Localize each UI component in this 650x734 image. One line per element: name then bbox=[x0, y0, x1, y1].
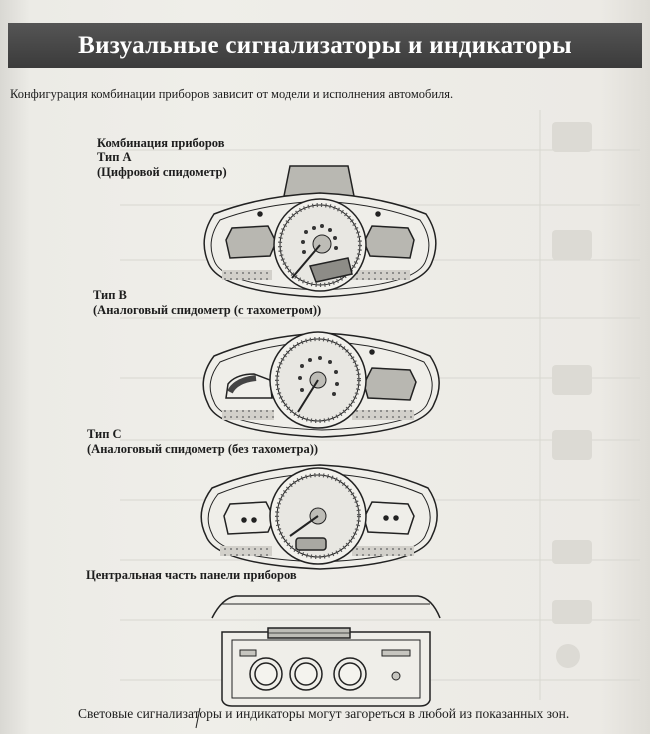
section-title: Визуальные сигнализаторы и индикаторы bbox=[78, 31, 572, 59]
type-c-description: (Аналоговый спидометр (без тахометра)) bbox=[87, 442, 319, 456]
active-driving-display bbox=[284, 166, 354, 196]
type-c-cluster bbox=[201, 465, 437, 569]
type-a-cluster bbox=[204, 166, 436, 297]
type-c-title: Тип С bbox=[87, 427, 122, 441]
type-a-description: (Цифровой спидометр) bbox=[97, 165, 227, 179]
type-b-title: Тип В bbox=[93, 288, 127, 302]
center-panel-heading: Центральная часть панели приборов bbox=[86, 568, 297, 582]
type-b-description: (Аналоговый спидометр (с тахометром)) bbox=[93, 303, 322, 317]
cluster-heading: Комбинация приборов bbox=[97, 136, 225, 150]
type-a-title: Тип А bbox=[97, 150, 132, 164]
type-b-cluster bbox=[203, 332, 439, 437]
footer-note: Световые сигнализаторы и индикаторы могут загореться в любой из показанных зон. bbox=[78, 706, 570, 721]
intro-text: Конфигурация комбинации приборов зависит от модели и исполнения автомобиля. bbox=[10, 87, 454, 101]
